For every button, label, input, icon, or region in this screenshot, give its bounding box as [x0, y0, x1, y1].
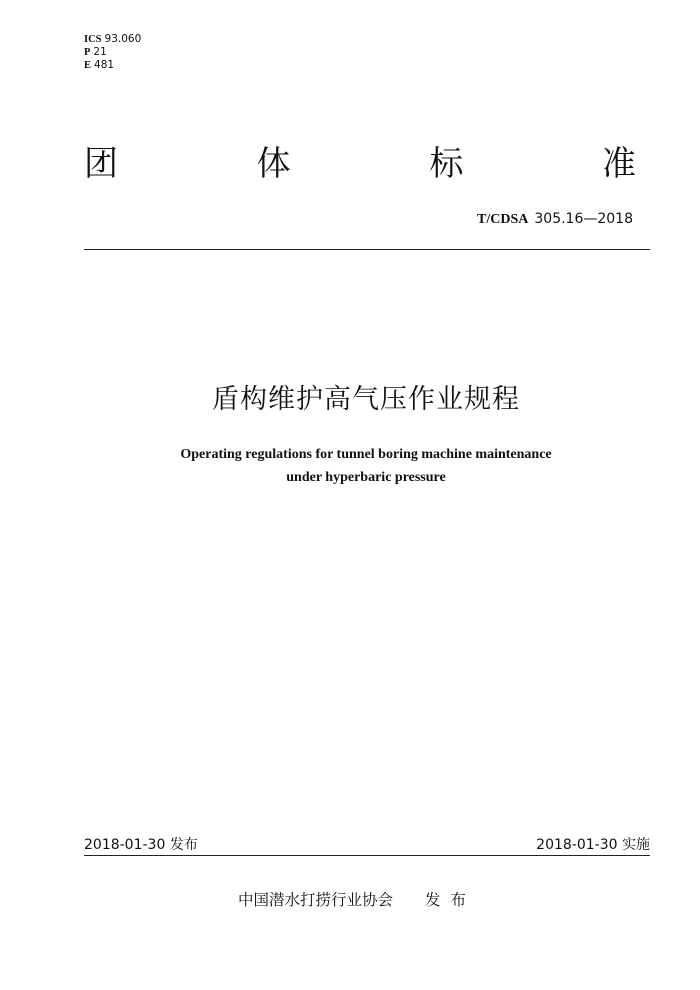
ics-value: 93.060 — [104, 33, 142, 45]
ics-key: ICS — [84, 34, 102, 45]
chinese-title: 盾构维护高气压作业规程 — [212, 384, 520, 415]
standard-type-char: 准 — [601, 144, 636, 184]
record-key: E — [84, 60, 92, 71]
english-title-line-1: Operating regulations for tunnel boring machine maintenance — [180, 447, 552, 462]
ccs-value: 21 — [93, 46, 107, 58]
publish-date: 2018-01-30 — [84, 837, 166, 853]
standard-type-char: 标 — [429, 144, 464, 184]
issuer-action: 发布 — [425, 891, 477, 909]
record-code — [84, 59, 141, 72]
publish-label: 发布 — [169, 837, 198, 853]
standard-number-prefix: T/CDSA — [477, 212, 529, 227]
english-title-line-2: under hyperbaric pressure — [286, 470, 446, 485]
footer-divider — [84, 855, 650, 856]
implement-date: 2018-01-30 — [536, 837, 618, 853]
standard-type-char: 团 — [84, 144, 118, 184]
standard-type-heading — [84, 140, 636, 188]
standard-number-value: 305.16—2018 — [534, 211, 633, 227]
publish-date-block — [84, 834, 198, 854]
english-title — [0, 443, 700, 489]
classification-codes — [84, 33, 141, 72]
header-divider — [84, 249, 650, 250]
ics-code — [84, 33, 141, 46]
issuer-organization: 中国潜水打捞行业协会 — [238, 891, 394, 909]
ccs-key: P — [84, 47, 91, 58]
standard-type-char: 体 — [256, 144, 291, 184]
issuer-line — [238, 888, 476, 910]
implement-date-block — [536, 834, 650, 854]
ccs-code — [84, 46, 141, 59]
implement-label: 实施 — [622, 837, 650, 853]
record-value: 481 — [94, 59, 115, 71]
standard-number — [477, 211, 633, 228]
